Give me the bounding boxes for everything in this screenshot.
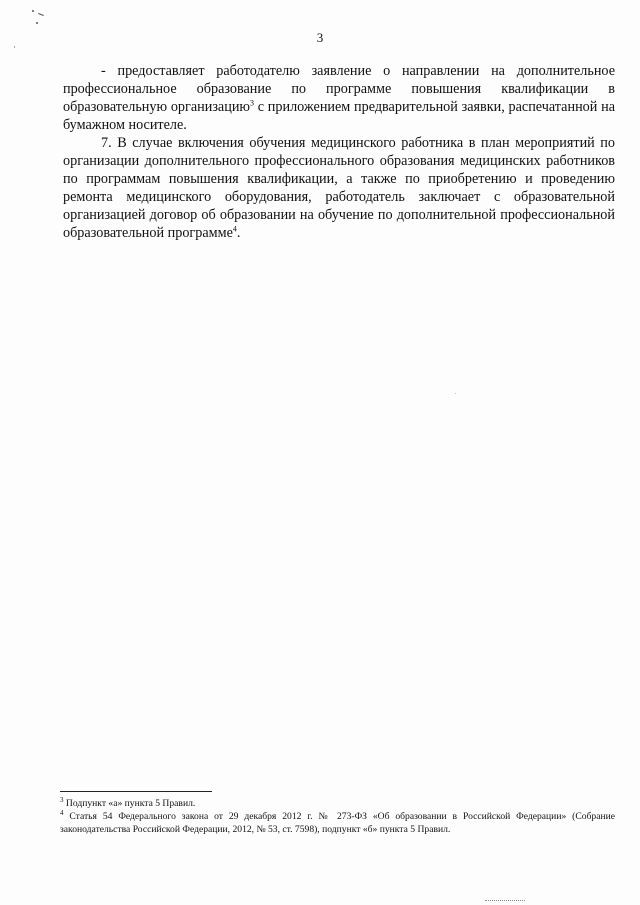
paragraph-employee-application: - предоставляет работодателю заявление о направлении на дополнительное профессиональное образование по программе повышения квалификации в образовательную организацию$^3$ с приложением предварительной заявки, распечатанной на бумажном носителе. [63,63,615,133]
footnote-divider [60,791,212,792]
footnote-ref-3[interactable]: 3 [250,98,255,108]
footnotes [60,797,615,836]
scan-artifact [455,393,456,394]
scan-artifact [14,46,15,48]
paragraph-item-7: 7. В случае включения обучения медицинского работника в план мероприятий по организации дополнительного профессионального образования медицинских работников по программам повышения квалификации, а также по приобретению и проведению ремонта медицинского оборудования, работодатель заключает с образовательной организацией договор об образовании на обучение по дополнительной профессиональной образовательной программе$^4$. [63,135,615,241]
footnote-ref-4[interactable]: 4 [232,224,237,234]
document-body [63,62,615,242]
page-number: 3 [316,30,324,45]
scan-artifact [36,22,38,24]
scan-artifact [32,10,34,12]
footnote-3: $^3$ Подпункт «а» пункта 5 Правил. [60,795,196,809]
footnote-4: $^4$ Статья 54 Федерального закона от 29 декабря 2012 г. № 273-ФЗ «Об образовании в Российской Федерации» (Собрание законодательства Российской Федерации, 2012, № 53, ст. 7598), подпункт «б» пункта 5 Правил. [60,808,615,835]
scan-artifact [485,900,525,903]
scan-artifact [38,13,44,16]
